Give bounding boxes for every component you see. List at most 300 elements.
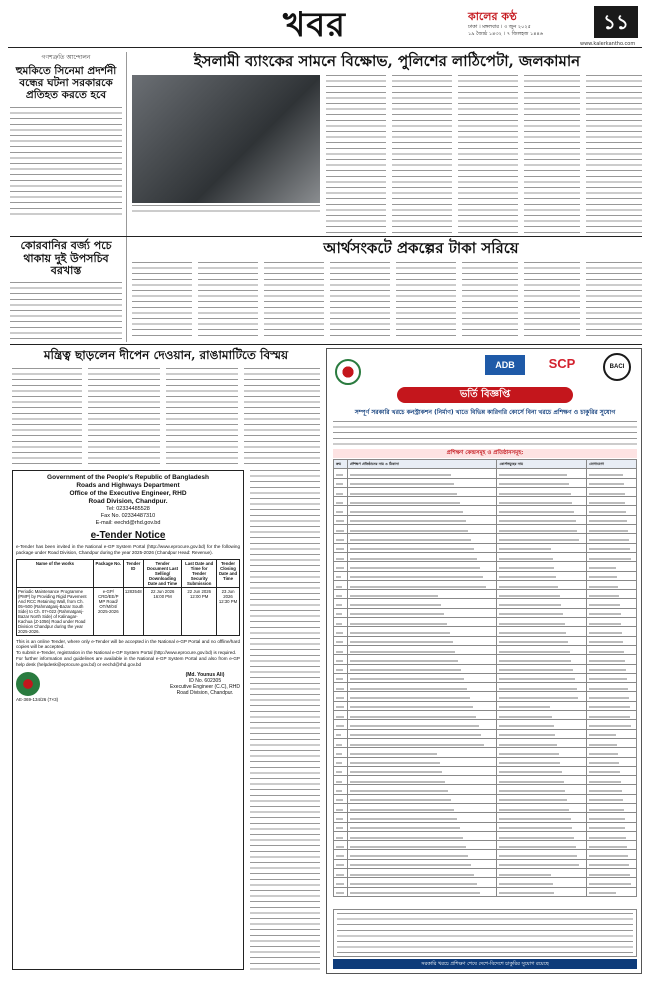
ad-cell-placeholder — [499, 511, 574, 513]
ad-cell-placeholder — [589, 539, 629, 541]
ad-cell — [347, 766, 496, 775]
ad-cell-placeholder — [350, 623, 447, 625]
project-body-col-5 — [396, 262, 456, 340]
signer-title: Executive Engineer (C.C), RHD — [169, 683, 240, 690]
ad-cell-placeholder — [499, 586, 557, 588]
ad-cell-placeholder — [336, 660, 343, 662]
ad-cell-placeholder — [336, 567, 344, 569]
ad-cell-placeholder — [336, 771, 342, 773]
ad-cell-placeholder — [336, 613, 342, 615]
ad-cell-placeholder — [336, 558, 344, 560]
ad-cell — [587, 878, 637, 887]
ad-cell-placeholder — [350, 753, 437, 755]
ad-cell-placeholder — [589, 613, 620, 615]
ad-cell-placeholder — [350, 474, 451, 476]
ad-cell — [497, 711, 587, 720]
ad-cell-placeholder — [589, 771, 620, 773]
left-story — [10, 52, 122, 234]
ad-cell-placeholder — [336, 651, 343, 653]
ad-cell-placeholder — [336, 855, 344, 857]
rule — [10, 236, 642, 237]
ad-cell-placeholder — [499, 623, 564, 625]
date-line: ঢাকা । মঙ্গলবার । ৩ জুন ২০২৫ ১৯ জ্যৈষ্ঠ ১৪৩২ । ৭ জিলহজ ১৪৪৬ — [468, 24, 543, 37]
ad-cell-placeholder — [336, 883, 344, 885]
ad-cell-placeholder — [336, 864, 344, 866]
ad-row — [334, 822, 637, 831]
ad-cell — [347, 552, 496, 561]
ad-table — [333, 459, 637, 897]
ad-cell-placeholder — [350, 827, 460, 829]
ad-cell — [334, 515, 348, 524]
ad-cell — [347, 803, 496, 812]
ad-cell — [334, 469, 348, 478]
ad-cell — [587, 701, 637, 710]
ad-cell — [587, 655, 637, 664]
ad-cell — [347, 590, 496, 599]
ad-cell — [587, 664, 637, 673]
ad-cell — [347, 850, 496, 859]
deepen-body-col-4 — [244, 368, 320, 464]
ad-cell-placeholder — [499, 716, 551, 718]
ad-row — [334, 590, 637, 599]
ad-cell — [497, 562, 587, 571]
lead-body-col-2 — [392, 75, 452, 235]
ad-cell — [587, 506, 637, 515]
ad-cell-placeholder — [350, 809, 454, 811]
ad-cell-placeholder — [589, 790, 622, 792]
ad-cell — [347, 543, 496, 552]
ad-row — [334, 525, 637, 534]
ad-cell-placeholder — [336, 474, 343, 476]
qurbani-body — [10, 282, 122, 342]
ad-row — [334, 757, 637, 766]
ad-cell-placeholder — [589, 660, 625, 662]
ad-cell-placeholder — [336, 753, 342, 755]
tender-table — [16, 559, 240, 636]
lead-headline: ইসলামী ব্যাংকের সামনে বিক্ষোভ, পুলিশের লাঠিপেটা, জলকামান — [193, 52, 581, 70]
ad-row — [334, 469, 637, 478]
ad-cell-placeholder — [589, 855, 628, 857]
deepen-body-col-2 — [88, 368, 160, 464]
ad-cell — [334, 683, 348, 692]
tender-col-header: Tender Closing Date and Time — [217, 559, 240, 587]
masthead-rule — [8, 47, 642, 48]
ad-cell-placeholder — [499, 604, 561, 606]
ad-cell-placeholder — [499, 855, 577, 857]
tender-col-header: Tender ID — [123, 559, 143, 587]
project-body-col-4 — [330, 262, 390, 340]
ad-row — [334, 776, 637, 785]
ad-cell-placeholder — [336, 799, 343, 801]
ad-cell — [497, 794, 587, 803]
ad-col-header: যোগাযোগ — [587, 460, 637, 469]
ad-cell — [587, 785, 637, 794]
ad-cell — [334, 850, 348, 859]
ad-cell — [347, 841, 496, 850]
ad-cell-placeholder — [336, 706, 344, 708]
ad-row — [334, 478, 637, 487]
ad-cell — [334, 822, 348, 831]
lead-body-col-1 — [326, 75, 386, 235]
ad-cell-placeholder — [499, 567, 554, 569]
ad-cell — [347, 785, 496, 794]
ad-cell — [587, 580, 637, 589]
ad-cell-placeholder — [336, 641, 343, 643]
ad-cell-placeholder — [336, 548, 344, 550]
continued-col — [250, 470, 320, 970]
ad-cell-placeholder — [499, 632, 566, 634]
ad-logo-bangladesh — [335, 359, 361, 385]
ad-cell-placeholder — [589, 678, 627, 680]
ad-cell-placeholder — [589, 744, 617, 746]
ad-cell-placeholder — [350, 781, 445, 783]
ad-cell-placeholder — [589, 567, 616, 569]
ad-cell-placeholder — [336, 669, 343, 671]
ad-cell-placeholder — [336, 530, 344, 532]
ad-row — [334, 692, 637, 701]
ad-cell — [334, 664, 348, 673]
ad-row — [334, 794, 637, 803]
ad-logo-baci: BACI — [603, 353, 631, 381]
ad-cell-placeholder — [350, 855, 468, 857]
ad-cell — [497, 515, 587, 524]
ad-cell — [334, 757, 348, 766]
ad-row — [334, 627, 637, 636]
ad-cell-placeholder — [350, 558, 477, 560]
ad-cell — [587, 562, 637, 571]
ad-cell-placeholder — [350, 511, 463, 513]
ad-cell-placeholder — [350, 669, 461, 671]
ad-cell-placeholder — [589, 697, 628, 699]
ad-row — [334, 515, 637, 524]
ad-cell-placeholder — [589, 530, 628, 532]
ad-cell — [497, 636, 587, 645]
ad-cell — [347, 887, 496, 896]
ad-cell-placeholder — [499, 558, 552, 560]
ad-cell — [334, 748, 348, 757]
ad-cell — [497, 785, 587, 794]
tender-fax: Fax No. 02334487310 — [100, 513, 156, 519]
lead-body-col-5 — [586, 75, 642, 235]
ad-cell — [347, 469, 496, 478]
ad-cell — [497, 506, 587, 515]
ad-cell-placeholder — [350, 483, 454, 485]
ad-cell — [497, 608, 587, 617]
ad-cell — [347, 794, 496, 803]
ad-cell-placeholder — [589, 883, 631, 885]
ad-cell — [587, 469, 637, 478]
ad-cell-placeholder — [589, 716, 630, 718]
ad-cell — [347, 515, 496, 524]
ad-cell-placeholder — [350, 660, 458, 662]
ad-cell — [334, 655, 348, 664]
ad-cell-placeholder — [350, 493, 457, 495]
website: www.kalerkantho.com — [580, 41, 636, 47]
ad-cell-placeholder — [350, 771, 442, 773]
ad-col-header: কোর্সসমূহের নাম — [497, 460, 587, 469]
ad-cell — [347, 869, 496, 878]
tender-cell: Periodic Maintenance Programme (PMP) by Providing Rigid Pavement And RCC Retaining Wall, from Ch. 05+500 (Rahmatganj-Bazar South Side) to Ch. 07+022 (Rahmatganj-Bazar North Side) of Kalinagar-Kachua (Z-1056) Road under Road Division Chandpur during the year 2025-2026. — [17, 587, 94, 635]
tender-col-header: Last Date and Time for Tender Security Submission — [182, 559, 217, 587]
ad-cell — [334, 543, 348, 552]
ad-cell — [497, 869, 587, 878]
ad-cell-placeholder — [589, 688, 628, 690]
ad-cell — [334, 599, 348, 608]
ad-cell-placeholder — [336, 809, 343, 811]
ad-cell — [587, 748, 637, 757]
ad-cell-placeholder — [336, 716, 344, 718]
ad-cell-placeholder — [336, 678, 343, 680]
ad-cell-placeholder — [499, 613, 563, 615]
ad-cell-placeholder — [499, 874, 551, 876]
ad-cell — [587, 720, 637, 729]
ad-cell — [334, 729, 348, 738]
ad-cell — [347, 683, 496, 692]
ad-cell-placeholder — [589, 586, 618, 588]
signer-id: ID No. 602305 — [188, 677, 222, 684]
ad-row — [334, 608, 637, 617]
ad-cell-placeholder — [589, 548, 630, 550]
ad-cell-placeholder — [499, 651, 569, 653]
left-headline: হুমকিতে সিনেমা প্রদর্শনী বন্ধের ঘটনা সরকারকে প্রতিহত করতে হবে — [15, 65, 117, 102]
ad-cell — [587, 636, 637, 645]
ad-cell-placeholder — [589, 846, 627, 848]
ad-cell-placeholder — [350, 799, 451, 801]
ad-row — [334, 506, 637, 515]
ad-cell — [497, 692, 587, 701]
ad-cell-placeholder — [499, 744, 557, 746]
ad-cell-placeholder — [499, 520, 575, 522]
ad-cell — [334, 627, 348, 636]
tender-notice — [12, 470, 244, 970]
ad-cell-placeholder — [350, 725, 479, 727]
ad-cell — [497, 673, 587, 682]
ad-cell — [587, 645, 637, 654]
ad-cell-placeholder — [350, 864, 471, 866]
ad-row — [334, 534, 637, 543]
ad-cell-placeholder — [589, 725, 631, 727]
ad-cell — [334, 618, 348, 627]
ad-cell-placeholder — [336, 511, 343, 513]
ad-cell — [497, 590, 587, 599]
ad-cell-placeholder — [589, 474, 623, 476]
ad-cell-placeholder — [336, 762, 342, 764]
tender-ref: AE-369-134/26 (7×3) — [16, 697, 59, 703]
lead-body-col-4 — [524, 75, 580, 235]
ad-cell — [587, 497, 637, 506]
ad-cell-placeholder — [350, 548, 474, 550]
ad-cell — [587, 683, 637, 692]
ad-cell-placeholder — [499, 892, 554, 894]
ad-cell — [587, 571, 637, 580]
ad-row — [334, 701, 637, 710]
ad-cell-placeholder — [336, 846, 344, 848]
ad-cell — [587, 711, 637, 720]
project-body-col-2 — [198, 262, 258, 340]
lead-body-col-3 — [458, 75, 518, 235]
ad-cell-placeholder — [336, 595, 342, 597]
ad-cell — [334, 487, 348, 496]
ad-cell-placeholder — [336, 586, 342, 588]
ad-cell — [347, 497, 496, 506]
tender-gov: Government of the People's Republic of Bangladesh — [47, 474, 209, 481]
ad-cell — [587, 608, 637, 617]
ad-cell — [347, 627, 496, 636]
ad-cell-placeholder — [336, 604, 342, 606]
ad-cell-placeholder — [499, 837, 574, 839]
ad-cell-placeholder — [350, 678, 464, 680]
ad-cell-placeholder — [589, 576, 617, 578]
ad-cell-placeholder — [350, 837, 463, 839]
ad-cell — [587, 692, 637, 701]
ad-row — [334, 487, 637, 496]
protest-photo — [132, 75, 320, 203]
ad-row — [334, 683, 637, 692]
tender-cell: 22 Jun 2026 16:00 PM — [143, 587, 182, 635]
ad-cell-placeholder — [336, 688, 344, 690]
ad-cell-placeholder — [350, 818, 457, 820]
ad-cell — [497, 720, 587, 729]
signer-name: (Md. Younus Ali) — [185, 671, 225, 678]
ad-cell-placeholder — [589, 706, 629, 708]
ad-cell — [497, 571, 587, 580]
ad-cell — [587, 552, 637, 561]
ad-cell — [347, 822, 496, 831]
ad-cell-placeholder — [336, 576, 341, 578]
ad-row — [334, 785, 637, 794]
ad-cell — [334, 711, 348, 720]
ad-row — [334, 813, 637, 822]
ad-cell-placeholder — [336, 837, 343, 839]
ad-cell-placeholder — [350, 744, 484, 746]
ad-cell-placeholder — [350, 706, 473, 708]
paper-logo: কালের কণ্ঠ — [468, 10, 517, 23]
ad-cell-placeholder — [499, 530, 577, 532]
ad-cell-placeholder — [350, 632, 450, 634]
ad-cell-placeholder — [499, 688, 576, 690]
ad-cell — [334, 887, 348, 896]
ad-row — [334, 748, 637, 757]
ad-cell — [334, 831, 348, 840]
ad-cell-placeholder — [499, 762, 560, 764]
ad-row — [334, 543, 637, 552]
ad-cell — [497, 552, 587, 561]
ad-cell — [334, 534, 348, 543]
ad-row — [334, 738, 637, 747]
ad-cell — [587, 869, 637, 878]
photo-caption — [132, 205, 320, 215]
ad-cell — [334, 701, 348, 710]
ad-cell-placeholder — [499, 706, 550, 708]
ad-cell — [334, 841, 348, 850]
ad-cell-placeholder — [589, 483, 624, 485]
ad-cell — [497, 850, 587, 859]
tender-row — [17, 587, 240, 635]
ad-cell — [347, 580, 496, 589]
ad-cell — [587, 859, 637, 868]
ad-cell — [497, 822, 587, 831]
ad-cell — [334, 878, 348, 887]
ad-cell — [347, 748, 496, 757]
ad-row — [334, 562, 637, 571]
ad-cell-placeholder — [589, 753, 618, 755]
ad-subtitle: সম্পূর্ণ সরকারি খরচে কনস্ট্রাকশন (নির্মাণ) খাতে বিভিন্ন কারিগরি কোর্সে বিনা খরচে প্রশিক্ষণ ও চাকুরির সুযোগ — [354, 409, 616, 416]
ad-cell — [587, 478, 637, 487]
ad-cell-placeholder — [336, 632, 343, 634]
ad-cell-placeholder — [350, 539, 471, 541]
ad-cell — [497, 599, 587, 608]
ad-cell-placeholder — [499, 576, 556, 578]
ad-logo-adb: ADB — [485, 355, 525, 375]
column-divider — [126, 52, 127, 342]
ad-cell — [347, 859, 496, 868]
ad-cell — [497, 831, 587, 840]
ad-cell — [497, 525, 587, 534]
ad-cell — [497, 841, 587, 850]
ad-cell-placeholder — [499, 781, 563, 783]
ad-cell — [334, 580, 348, 589]
ad-cell-placeholder — [499, 669, 573, 671]
ad-cell — [347, 664, 496, 673]
ad-cell-placeholder — [350, 641, 453, 643]
ad-row — [334, 636, 637, 645]
ad-cell-placeholder — [350, 874, 474, 876]
ad-cell — [347, 599, 496, 608]
ad-cell-placeholder — [589, 892, 616, 894]
ad-cell-placeholder — [589, 511, 626, 513]
ad-cell — [334, 720, 348, 729]
tender-heading: e-Tender Notice — [90, 530, 166, 541]
ad-cell-placeholder — [350, 567, 480, 569]
ad-table-caption: প্রশিক্ষণ কেন্দ্রসমূহ ও প্রতিষ্ঠানসমূহ: — [333, 449, 637, 458]
ad-cell — [347, 618, 496, 627]
ad-row — [334, 552, 637, 561]
ad-cell-placeholder — [336, 734, 341, 736]
ad-cell — [587, 850, 637, 859]
ad-cell — [347, 525, 496, 534]
ad-col-header: ক্রম — [334, 460, 348, 469]
deepen-headline: মন্ত্রিত্ব ছাড়লেন দীপেন দেওয়ান, রাঙামাটিতে বিস্ময় — [43, 348, 289, 362]
ad-cell — [334, 813, 348, 822]
ad-cell-placeholder — [589, 641, 623, 643]
ad-cell — [497, 729, 587, 738]
qurbani-headline: কোরবানির বর্জ্য পচে থাকায় দুই উপসচিব বরখাস্ত — [20, 239, 112, 278]
ad-cell — [347, 506, 496, 515]
ad-cell — [587, 813, 637, 822]
ad-row — [334, 618, 637, 627]
ad-cell-placeholder — [336, 520, 344, 522]
govbd-logo — [16, 672, 40, 696]
ad-row — [334, 850, 637, 859]
ad-cell — [497, 478, 587, 487]
ad-cell — [587, 729, 637, 738]
tender-col-header: Tender Document Last Selling/ Downloading Date and Time — [143, 559, 182, 587]
ad-cell — [497, 748, 587, 757]
ad-cell-placeholder — [499, 883, 552, 885]
ad-cell — [497, 766, 587, 775]
ad-cell-placeholder — [350, 883, 477, 885]
ad-cell-placeholder — [589, 734, 616, 736]
ad-cell — [347, 571, 496, 580]
tender-intro: e-Tender has been invited in the National e-GP System Portal (http://www.eprocure.gov.bd) for the following package under Road Division, Chandpur during the year 2025-2026 (Chandpur Head: Revenue). — [16, 544, 240, 555]
ad-cell-placeholder — [336, 725, 344, 727]
ad-cell-placeholder — [336, 892, 344, 894]
ad-cell-placeholder — [336, 483, 343, 485]
ad-cell — [587, 618, 637, 627]
ad-cell — [347, 692, 496, 701]
tender-cell: 22 Jun 2026 12:00 PM — [182, 587, 217, 635]
admission-ad — [326, 348, 642, 974]
